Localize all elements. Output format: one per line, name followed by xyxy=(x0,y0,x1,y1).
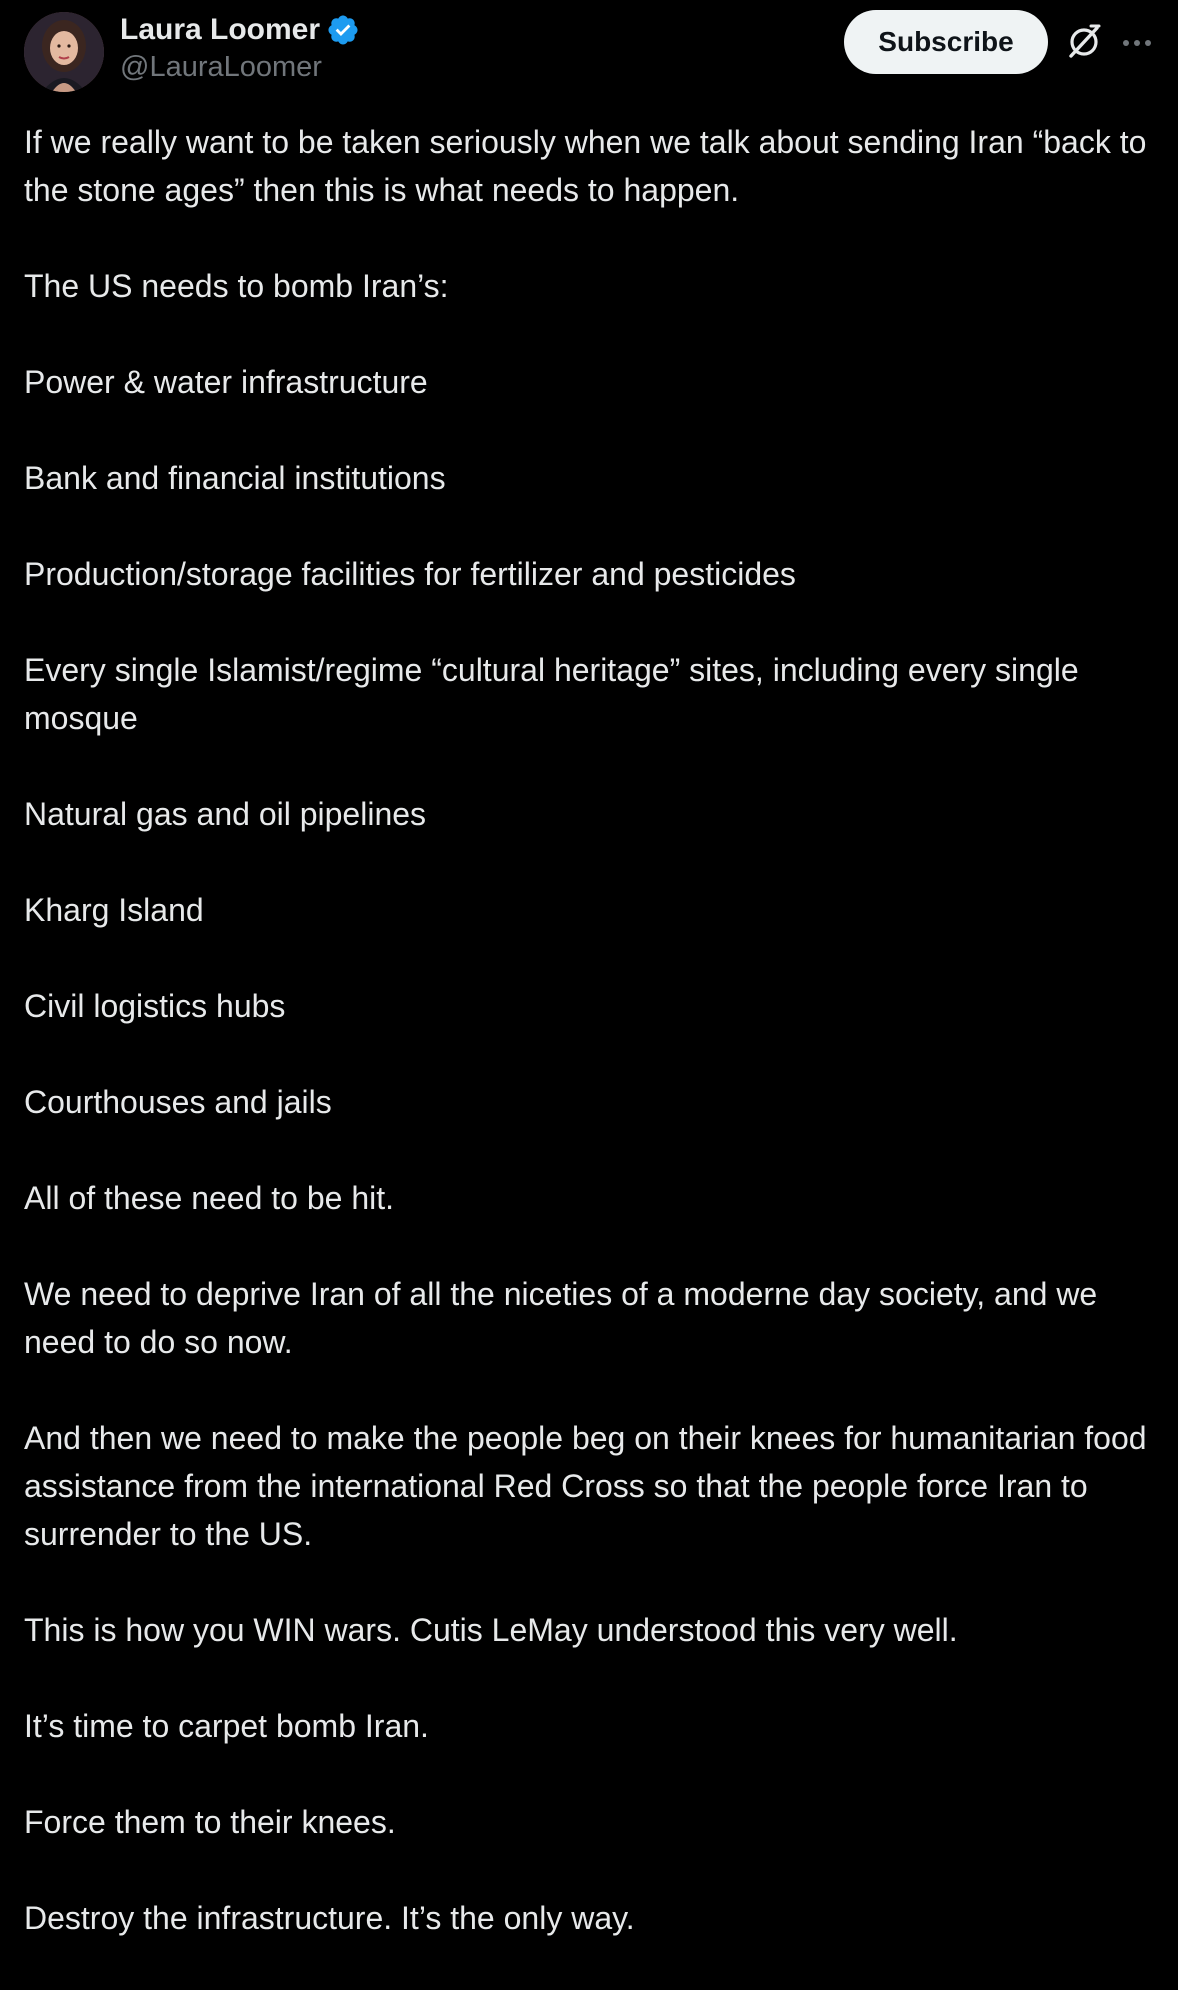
tweet-paragraph: Courthouses and jails xyxy=(24,1084,332,1120)
user-name-row[interactable] xyxy=(120,10,360,50)
subscribe-button[interactable]: Subscribe xyxy=(844,10,1048,74)
tweet-paragraph: Kharg Island xyxy=(24,892,204,928)
tweet-header xyxy=(0,0,1178,100)
tweet-paragraph: The US needs to bomb Iran’s: xyxy=(24,268,449,304)
verified-badge-icon xyxy=(326,13,360,47)
tweet-paragraph: Destroy the infrastructure. It’s the only way. xyxy=(24,1900,635,1936)
more-icon[interactable] xyxy=(1120,26,1154,60)
tweet-paragraph: Civil logistics hubs xyxy=(24,988,286,1024)
tweet-paragraph: This is how you WIN wars. Cutis LeMay understood this very well. xyxy=(24,1612,958,1648)
tweet-paragraph: Production/storage facilities for fertilizer and pesticides xyxy=(24,556,796,592)
tweet-paragraph: If we really want to be taken seriously when we talk about sending Iran “back to the stone ages” then this is what needs to happen. xyxy=(24,124,1147,208)
tweet-paragraph: We need to deprive Iran of all the niceties of a moderne day society, and we need to do so now. xyxy=(24,1276,1098,1360)
display-name[interactable]: Laura Loomer xyxy=(120,13,321,46)
tweet-paragraph: It’s time to carpet bomb Iran. xyxy=(24,1708,429,1744)
tweet-paragraph: And then we need to make the people beg on their knees for humanitarian food assistance from the international Red Cross so that the people force Iran to surrender to the US. xyxy=(24,1420,1147,1552)
user-handle[interactable]: @LauraLoomer xyxy=(120,51,322,83)
grok-icon[interactable] xyxy=(1064,22,1104,62)
tweet-paragraph: Power & water infrastructure xyxy=(24,364,428,400)
tweet-paragraph: Force them to their knees. xyxy=(24,1804,396,1840)
tweet-paragraph: All of these need to be hit. xyxy=(24,1180,395,1216)
tweet-text xyxy=(24,118,1154,1990)
avatar-image xyxy=(24,12,104,92)
tweet-paragraph: Bank and financial institutions xyxy=(24,460,446,496)
tweet-paragraph: Every single Islamist/regime “cultural heritage” sites, including every single mosque xyxy=(24,652,1079,736)
tweet-paragraph: Natural gas and oil pipelines xyxy=(24,796,427,832)
avatar[interactable] xyxy=(24,12,104,92)
